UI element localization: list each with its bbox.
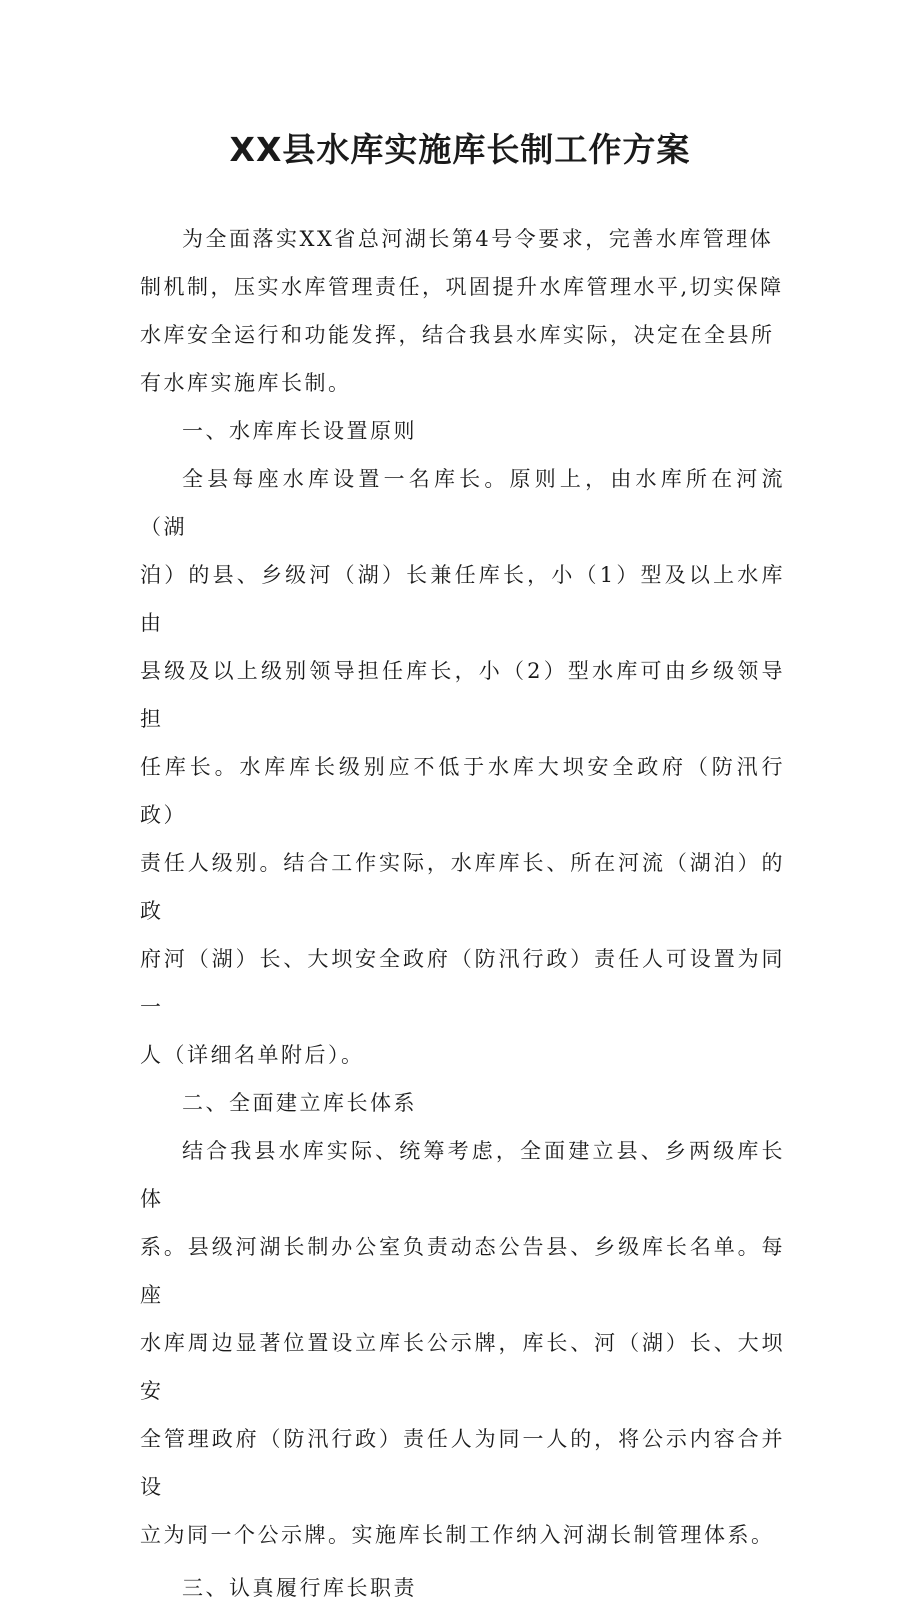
intro-line: 水库安全运行和功能发挥，结合我县水库实际，决定在全县所 — [140, 323, 775, 347]
section1-line: 府河（湖）长、大坝安全政府（防汛行政）责任人可设置为同一 — [140, 947, 785, 1019]
section-heading-2: 二、全面建立库长体系 — [182, 1091, 417, 1115]
section1-line: 责任人级别。结合工作实际，水库库长、所在河流（湖泊）的政 — [140, 851, 785, 923]
intro-line: 有水库实施库长制。 — [140, 371, 352, 395]
intro-paragraph — [140, 215, 785, 407]
section2-paragraph — [140, 1127, 785, 1559]
section1-line: 泊）的县、乡级河（湖）长兼任库长，小（1）型及以上水库由 — [140, 563, 785, 635]
section2-line: 系。县级河湖长制办公室负责动态公告县、乡级库长名单。每座 — [140, 1235, 785, 1307]
document-title: XX县水库实施库长制工作方案 — [229, 130, 691, 169]
section-heading-1: 一、水库库长设置原则 — [182, 419, 417, 443]
section1-line: 人（详细名单附后）。 — [140, 1043, 365, 1067]
intro-line: 为全面落实XX省总河湖长第4号令要求，完善水库管理体 — [182, 227, 774, 251]
section1-line: 全县每座水库设置一名库长。原则上，由水库所在河流（湖 — [140, 467, 785, 539]
section1-paragraph — [140, 455, 785, 1079]
section2-line: 水库周边显著位置设立库长公示牌，库长、河（湖）长、大坝安 — [140, 1331, 785, 1403]
section2-line: 立为同一个公示牌。实施库长制工作纳入河湖长制管理体系。 — [140, 1523, 775, 1547]
section-heading-3: 三、认真履行库长职责 — [182, 1576, 417, 1600]
section2-line: 结合我县水库实际、统筹考虑，全面建立县、乡两级库长体 — [140, 1139, 785, 1211]
section2-line: 全管理政府（防汛行政）责任人为同一人的，将公示内容合并设 — [140, 1427, 785, 1499]
document-body — [140, 215, 785, 1612]
intro-line: 制机制，压实水库管理责任，巩固提升水库管理水平,切实保障 — [140, 275, 784, 299]
section1-line: 县级及以上级别领导担任库长，小（2）型水库可由乡级领导担 — [140, 659, 785, 731]
section1-line: 任库长。水库库长级别应不低于水库大坝安全政府（防汛行政） — [140, 755, 785, 827]
